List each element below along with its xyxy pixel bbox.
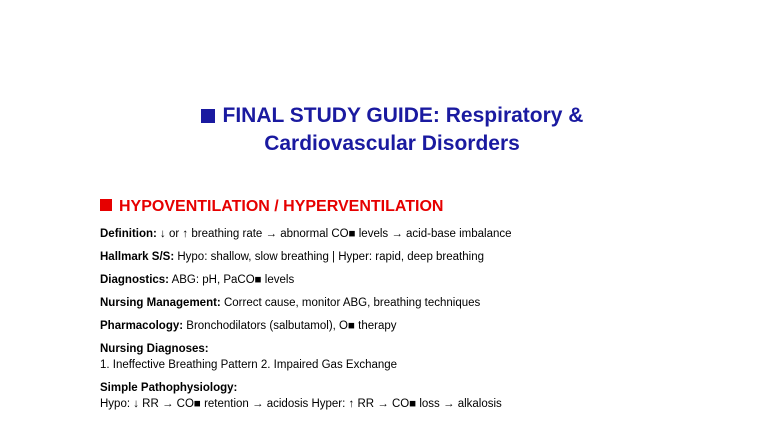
diagnostics-text: ABG: pH, PaCO■ levels [169, 274, 295, 286]
definition-text: ↓ or ↑ breathing rate → abnormal CO■ levels → acid-base imbalance [156, 228, 512, 240]
nursing-management-text: Correct cause, monitor ABG, breathing techniques [220, 297, 481, 309]
nursing-management-label: Nursing Management: [100, 297, 221, 309]
nursing-diagnoses-label: Nursing Diagnoses: [100, 343, 209, 355]
pathophysiology-text: Hypo: ↓ RR → CO■ retention → acidosis Hyper: ↑ RR → CO■ loss → alkalosis [100, 398, 502, 410]
diagnostics-label: Diagnostics: [100, 274, 170, 286]
pharmacology-label: Pharmacology: [100, 320, 184, 332]
pharmacology-entry [100, 318, 396, 334]
nursing-diagnoses-label-row [100, 341, 209, 357]
hallmark-label: Hallmark S/S: [100, 251, 175, 263]
page-title [0, 102, 784, 158]
pharmacology-text: Bronchodilators (salbutamol), O■ therapy [183, 320, 397, 332]
definition-entry [100, 226, 512, 242]
pathophysiology-label-row [100, 380, 237, 396]
hallmark-entry [100, 249, 484, 265]
pathophysiology-label: Simple Pathophysiology: [100, 382, 238, 394]
square-bullet-icon [100, 199, 112, 211]
definition-label: Definition: [100, 228, 157, 240]
nursing-diagnoses-text: 1. Ineffective Breathing Pattern 2. Impaired Gas Exchange [100, 359, 398, 371]
hallmark-text: Hypo: shallow, slow breathing | Hyper: rapid, deep breathing [174, 251, 484, 263]
diagnostics-entry [100, 272, 294, 288]
nursing-management-entry [100, 295, 480, 311]
section-heading: HYPOVENTILATION / HYPERVENTILATION [100, 196, 443, 218]
page-title-line-2: Cardiovascular Disorders [264, 132, 520, 155]
page-title-line-1: FINAL STUDY GUIDE: Respiratory & [0, 102, 784, 130]
square-bullet-icon [201, 109, 215, 123]
